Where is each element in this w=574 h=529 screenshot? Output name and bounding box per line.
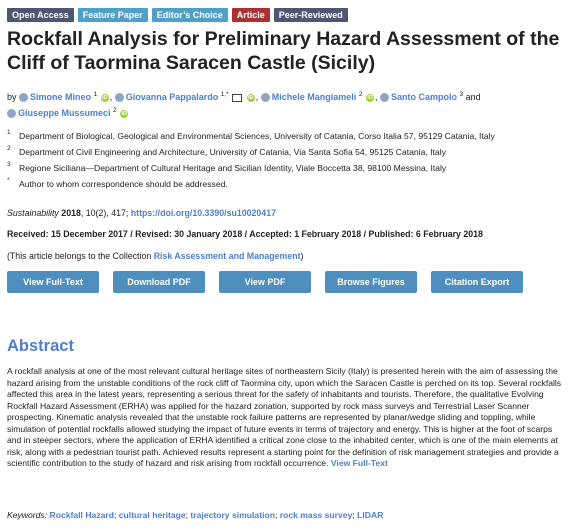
author-list: by Simone Mineo $^1$ iD , Giovanna Pappalardo $^{1,*}$ iD , Michele Mangiameli $^2$ iD , Santo Campolo $^3$ and Giuseppe Mussumeci $^2$ iD bbox=[7, 91, 481, 118]
affiliation-item bbox=[7, 144, 567, 160]
orcid-icon[interactable]: iD bbox=[121, 110, 127, 117]
collection-suffix: ) bbox=[300, 251, 304, 261]
keyword-link[interactable]: trajectory simulation bbox=[190, 510, 275, 520]
abstract-heading: Abstract bbox=[7, 337, 74, 355]
author-avatar-icon bbox=[115, 93, 124, 102]
orcid-icon[interactable]: iD bbox=[367, 94, 373, 101]
citation-volume: 10(2), 417; bbox=[85, 208, 129, 218]
keyword-link[interactable]: LIDAR bbox=[357, 510, 384, 520]
author-avatar-icon bbox=[380, 93, 389, 102]
article-title: Rockfall Analysis for Preliminary Hazard Assessment of the Cliff of Taormina Saracen Castle (Sicily) bbox=[7, 28, 560, 74]
view-pdf-button[interactable]: View PDF bbox=[219, 271, 311, 293]
email-icon[interactable] bbox=[232, 94, 242, 102]
affiliation-number: 3 bbox=[7, 161, 11, 168]
affiliation-sup: 3 bbox=[459, 91, 464, 98]
collection-line bbox=[7, 251, 303, 261]
author-link[interactable]: Simone Mineo bbox=[30, 92, 92, 102]
affiliation-text: Department of Biological, Geological and Environmental Sciences, University of Catania, Corso Italia 57, 95129 Catania, Italy bbox=[19, 131, 495, 141]
affiliation-text: Department of Civil Engineering and Architecture, University of Catania, Via Santa Sofia 54, 95125 Catania, Italy bbox=[19, 147, 446, 157]
affiliation-item bbox=[7, 128, 567, 144]
keyword-link[interactable]: cultural heritage bbox=[118, 510, 186, 520]
badge-peer-reviewed[interactable]: Peer-Reviewed bbox=[274, 8, 348, 22]
view-full-text-button[interactable]: View Full-Text bbox=[7, 271, 99, 293]
affiliations bbox=[7, 128, 567, 192]
by-label: by bbox=[7, 92, 17, 102]
publication-dates: Received: 15 December 2017 / Revised: 30 January 2018 / Accepted: 1 February 2018 / Published: 6 February 2018 bbox=[7, 229, 483, 239]
abstract-body bbox=[7, 366, 567, 470]
author-avatar-icon bbox=[7, 109, 16, 118]
badge-row bbox=[7, 8, 348, 22]
author-link[interactable]: Giuseppe Mussumeci bbox=[18, 108, 111, 118]
keywords-line: Keywords: Rockfall Hazard; cultural heritage; trajectory simulation; rock mass survey; LIDAR bbox=[7, 510, 384, 520]
author-avatar-icon bbox=[261, 93, 270, 102]
citation-year: 2018 bbox=[61, 208, 81, 218]
citation-export-button[interactable]: Citation Export bbox=[431, 271, 523, 293]
author-link[interactable]: Santo Campolo bbox=[390, 92, 457, 102]
doi-link[interactable]: https://doi.org/10.3390/su10020417 bbox=[130, 208, 276, 218]
collection-prefix: (This article belongs to the Collection bbox=[7, 251, 152, 261]
affiliation-text: Regione Siciliana—Department of Cultural Heritage and Sicilian Identity, Viale Boccetta 38, 98100 Messina, Italy bbox=[19, 163, 447, 173]
badge-open-access[interactable]: Open Access bbox=[7, 8, 74, 22]
affiliation-sup: 2 bbox=[113, 107, 117, 114]
affiliation-number: 1 bbox=[7, 129, 11, 136]
keyword-link[interactable]: rock mass survey bbox=[279, 510, 353, 520]
affiliation-sup: 1 bbox=[93, 91, 98, 98]
affiliation-number: 2 bbox=[7, 145, 11, 152]
browse-figures-button[interactable]: Browse Figures bbox=[325, 271, 417, 293]
badge-article: Article bbox=[232, 8, 270, 22]
badge-editors-choice[interactable]: Editor’s Choice bbox=[152, 8, 228, 22]
journal-name: Sustainability bbox=[7, 208, 59, 218]
citation-line: Sustainability 2018, 10(2), 417; https://doi.org/10.3390/su10020417 bbox=[7, 208, 276, 218]
author-link[interactable]: Michele Mangiameli bbox=[271, 92, 357, 102]
affiliation-text: Author to whom correspondence should be addressed. bbox=[19, 179, 228, 189]
affiliation-sup: 2 bbox=[358, 91, 363, 98]
download-pdf-button[interactable]: Download PDF bbox=[113, 271, 205, 293]
orcid-icon[interactable]: iD bbox=[248, 94, 254, 101]
affiliation-sup: 1,* bbox=[220, 91, 229, 98]
badge-feature-paper[interactable]: Feature Paper bbox=[78, 8, 148, 22]
abstract-text: A rockfall analysis at one of the most relevant cultural heritage sites of northeastern Sicily (Italy) is presented herein with the aim of assessing the hazard arising from the unstable conditions of the rock cliff of Taormina city, upon which the Saracen Castle is perched on its top. Several rockfalls affected this area in the latest years, representing a serious threat for the safety of inhabitants and tourists. Therefore, the qualitative Evolving Rockfall Hazard Assessment (ERHA) was applied for the hazard zonation, supported by rock mass surveys and Terrestrial Laser Scanner prospecting. Kinematic analysis revealed that the unstable rock failure patterns are represented by planar/wedge sliding and toppling, while simulation of potential rockfalls allowed studying the impact of future events in terms of trajectory and energy. This is higher at the foot of scarps and in steeper sectors, where the application of ERHA identified a critical zone close to the inhabited center, which is one of the main elements at risk, along with a pedestrian tourist path. Achieved results represent a starting point for the definition of risk management strategies and provide a scientific contribution to the study of hazard and risk arising from rockfall occurrence. bbox=[7, 366, 562, 468]
affiliation-item bbox=[7, 160, 567, 176]
abstract-view-full-text-link[interactable]: View Full-Text bbox=[330, 458, 388, 468]
action-buttons bbox=[7, 271, 523, 293]
keywords-label: Keywords: bbox=[7, 510, 48, 520]
orcid-icon[interactable]: iD bbox=[101, 94, 108, 101]
and-label: and bbox=[465, 92, 481, 102]
keyword-link[interactable]: Rockfall Hazard bbox=[49, 510, 114, 520]
author-avatar-icon bbox=[19, 93, 28, 102]
collection-link[interactable]: Risk Assessment and Management bbox=[153, 251, 301, 261]
author-link[interactable]: Giovanna Pappalardo bbox=[125, 92, 219, 102]
affiliation-item bbox=[7, 176, 567, 192]
affiliation-number: * bbox=[7, 177, 10, 184]
